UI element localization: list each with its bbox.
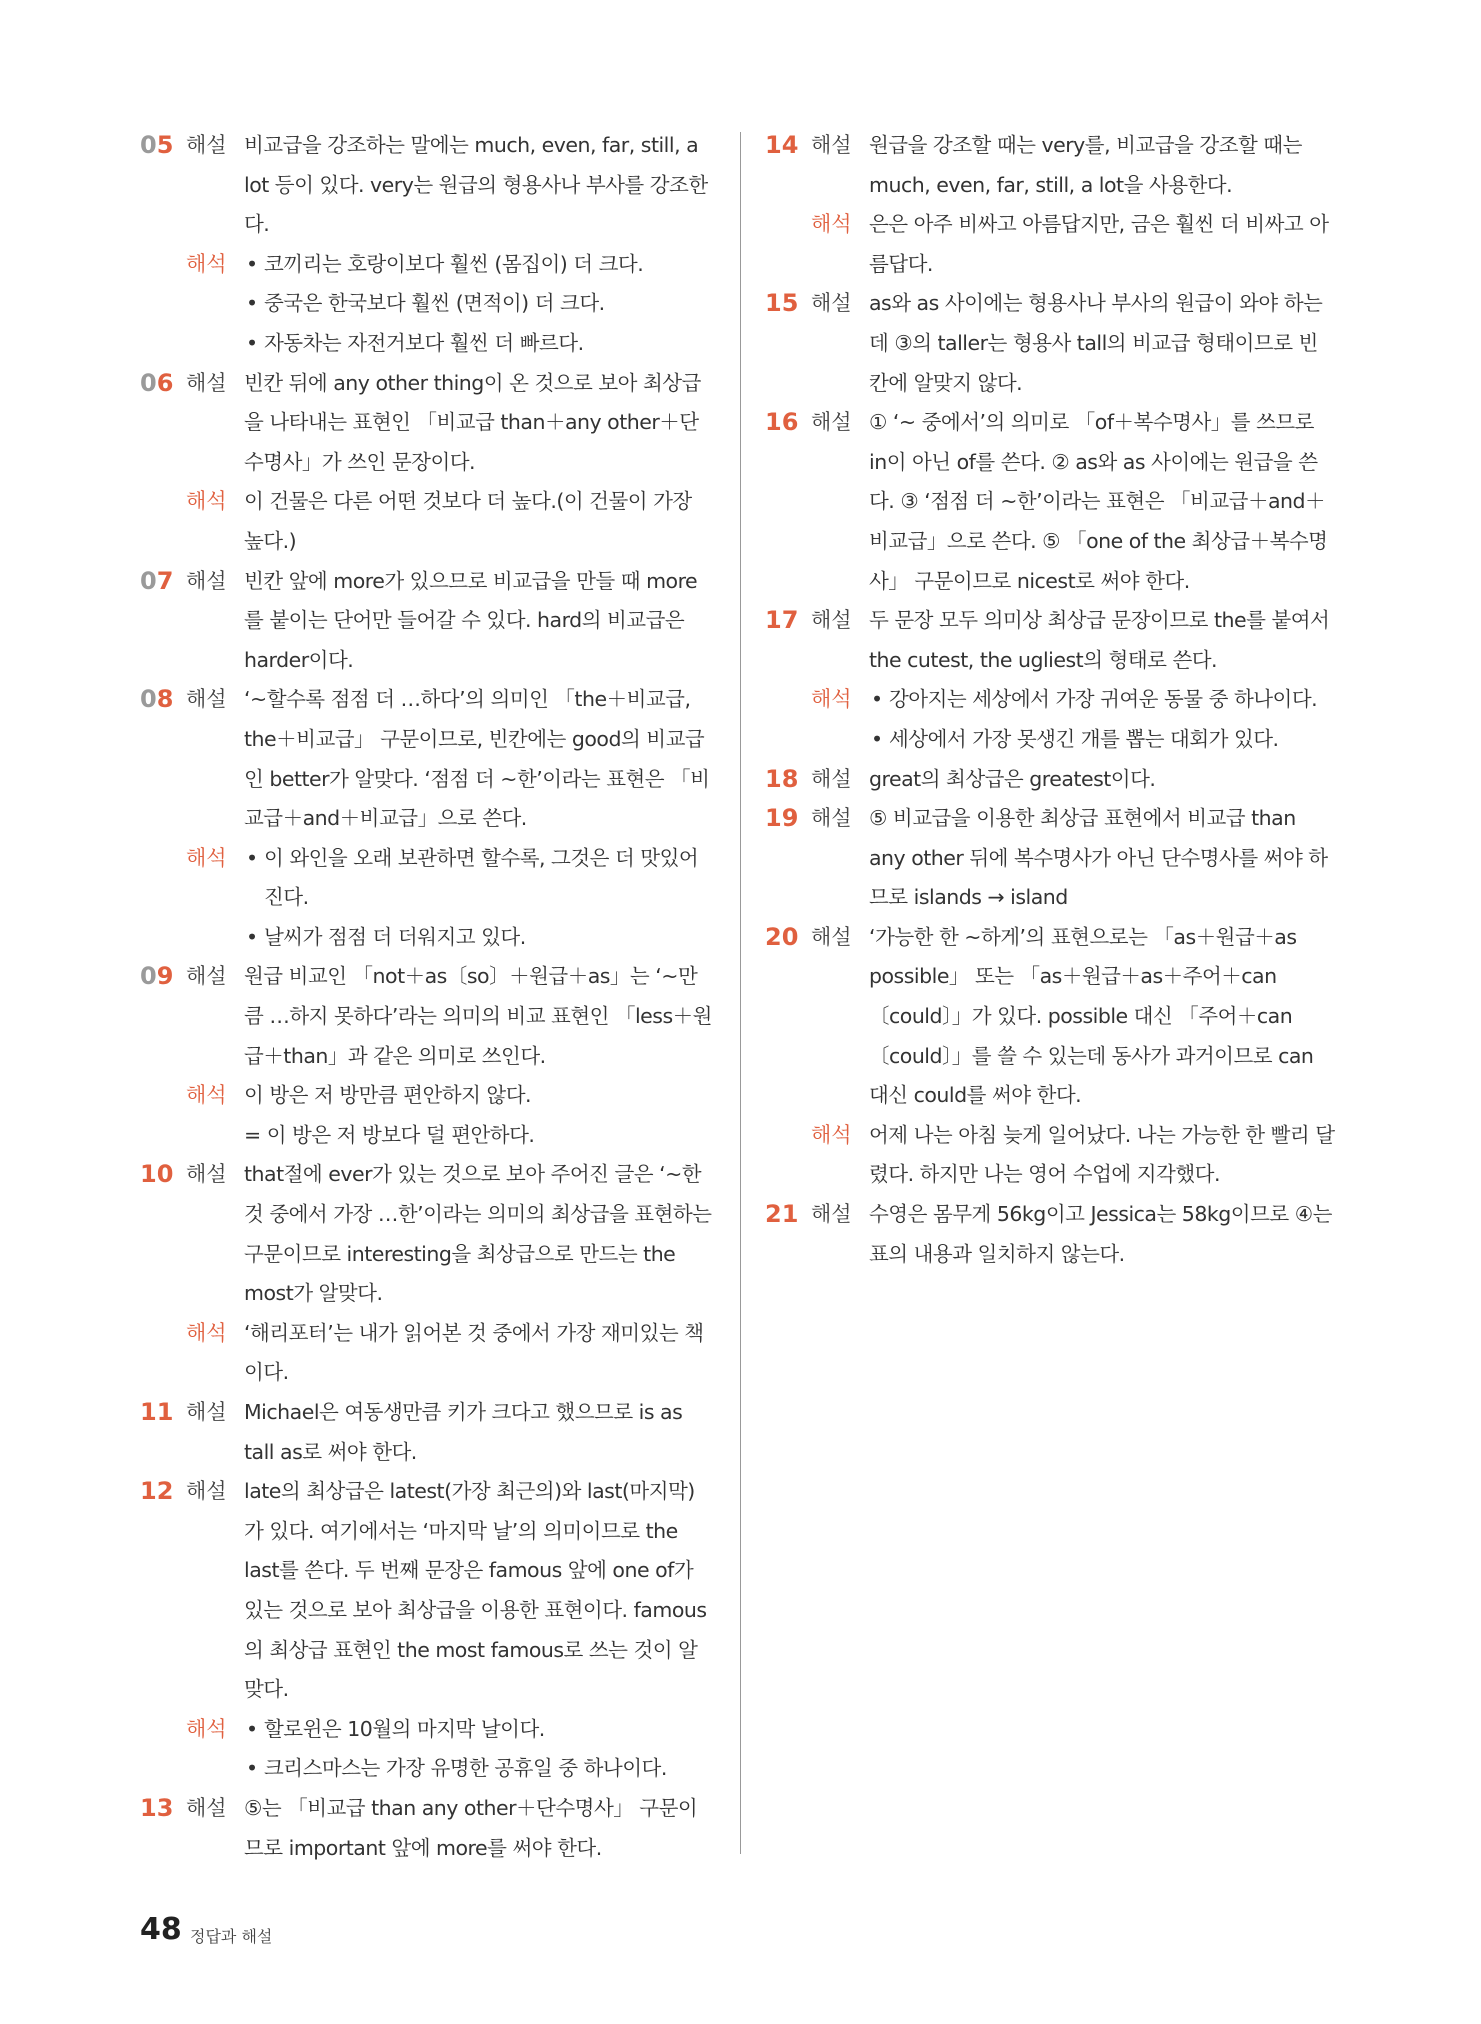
answer-10 xyxy=(140,1155,712,1393)
translation-bullet: • 크리스마스는 가장 유명한 공휴일 중 하나이다. xyxy=(244,1749,712,1789)
column-divider xyxy=(740,132,741,1854)
answer-number: 21 xyxy=(765,1200,799,1229)
answer-number: 15 xyxy=(765,289,799,318)
explanation-text: 원급 비교인 「not＋as〔so〕＋원급＋as」는 ‘~만큼 …하지 못하다’라는 의미의 비교 표현인 「less＋원급＋than」과 같은 의미로 쓰인다. xyxy=(244,964,712,1068)
translate-label: 해석 xyxy=(186,1716,227,1741)
explanation-text: that절에 ever가 있는 것으로 보아 주어진 글은 ‘~한 것 중에서 가장 …한’이라는 의미의 최상급을 표현하는 구문이므로 interesting을 최상급으로 만드는 the most가 알맞다. xyxy=(244,1162,712,1306)
explain-label: 해설 xyxy=(186,133,227,157)
explain-label: 해설 xyxy=(811,806,852,831)
explanation-text: 빈칸 뒤에 any other thing이 온 것으로 보아 최상급을 나타내는 표현인 「비교급 than＋any other＋단수명사」가 쓰인 문장이다. xyxy=(244,370,701,474)
answer-20 xyxy=(765,918,1337,1195)
explanation-text: as와 as 사이에는 형용사나 부사의 원급이 와야 하는데 ③의 taller는 형용사 tall의 비교급 형태이므로 빈칸에 알맞지 않다. xyxy=(869,291,1323,395)
answer-number: 12 xyxy=(140,1477,174,1506)
explain-label: 해설 xyxy=(811,608,852,633)
explain-label: 해설 xyxy=(186,1400,227,1424)
explain-label: 해설 xyxy=(811,410,852,435)
page-number: 48 xyxy=(140,1912,182,1947)
answer-05 xyxy=(140,126,712,364)
translation-text: 어제 나는 아침 늦게 일어났다. 나는 가능한 한 빨리 달렸다. 하지만 나는 영어 수업에 지각했다. xyxy=(869,1122,1335,1187)
explanation-text: ⑤는 「비교급 than any other＋단수명사」 구문이므로 important 앞에 more를 써야 한다. xyxy=(244,1795,698,1860)
answer-number: 20 xyxy=(765,922,799,951)
answer-15 xyxy=(765,284,1337,403)
explain-label: 해설 xyxy=(186,964,227,989)
translate-label: 해석 xyxy=(811,1122,852,1147)
translation-bullet: • 코끼리는 호랑이보다 훨씬 (몸집이) 더 크다. xyxy=(244,245,712,285)
explanation-text: 빈칸 앞에 more가 있으므로 비교급을 만들 때 more를 붙이는 단어만 들어갈 수 있다. hard의 비교급은 harder이다. xyxy=(244,568,698,672)
translate-label: 해석 xyxy=(186,251,227,276)
translation-bullet: • 할로윈은 10월의 마지막 날이다. xyxy=(244,1710,712,1750)
explain-label: 해설 xyxy=(186,370,227,395)
explanation-text: 원급을 강조할 때는 very를, 비교급을 강조할 때는 much, even, far, still, a lot을 사용한다. xyxy=(869,133,1302,197)
answer-number: 14 xyxy=(765,131,799,159)
translate-label: 해석 xyxy=(811,212,852,237)
explanation-text: ‘가능한 한 ~하게’의 표현으로는 「as＋원급＋as possible」 또는 「as＋원급＋as＋주어＋can〔could〕」가 있다. possible 대신 「주어＋can〔could〕」를 쓸 수 있는데 동사가 과거이므로 can 대신 could를 써야 한다. xyxy=(869,924,1314,1108)
answer-number: 11 xyxy=(140,1398,174,1426)
translation-bullet: • 강아지는 세상에서 가장 귀여운 동물 중 하나이다. xyxy=(869,680,1337,720)
translation-bullet: • 날씨가 점점 더 더워지고 있다. xyxy=(244,918,712,958)
explanation-text: great의 최상급은 greatest이다. xyxy=(869,766,1156,791)
explain-label: 해설 xyxy=(811,766,852,791)
explanation-text: ⑤ 비교급을 이용한 최상급 표현에서 비교급 than any other 뒤에 복수명사가 아닌 단수명사를 써야 하므로 islands → island xyxy=(869,806,1328,910)
translation-text: = 이 방은 저 방보다 덜 편안하다. xyxy=(244,1122,535,1147)
explain-label: 해설 xyxy=(186,1479,227,1504)
translate-label: 해석 xyxy=(186,845,227,870)
answer-21 xyxy=(765,1195,1337,1274)
explain-label: 해설 xyxy=(811,133,852,157)
answer-number: 17 xyxy=(765,606,799,635)
explanation-text: late의 최상급은 latest(가장 최근의)와 last(마지막)가 있다. 여기에서는 ‘마지막 날’의 의미이므로 the last를 쓴다. 두 번째 문장은 famous 앞에 one of가 있는 것으로 보아 최상급을 이용한 표현이다. famous의 최상급 표현인 the most famous로 쓰는 것이 알맞다. xyxy=(244,1479,707,1702)
answer-06 xyxy=(140,364,712,562)
answer-number: 13 xyxy=(140,1793,174,1822)
answer-17 xyxy=(765,601,1337,759)
answer-number: 19 xyxy=(765,804,799,833)
answer-19 xyxy=(765,799,1337,918)
explanation-text: ① ‘~ 중에서’의 의미로 「of＋복수명사」를 쓰므로 in이 아닌 of를 쓴다. ② as와 as 사이에는 원급을 쓴다. ③ ‘점점 더 ~한’이라는 표현은 「비교급＋and＋비교급」으로 쓴다. ⑤ 「one of the 최상급＋복수명사」 구문이므로 nicest로 써야 한다. xyxy=(869,410,1328,593)
answer-number: 09 xyxy=(140,962,174,991)
answer-11 xyxy=(140,1393,712,1472)
translation-bullet: • 자동차는 자전거보다 훨씬 더 빠르다. xyxy=(244,324,712,364)
explain-label: 해설 xyxy=(811,291,852,316)
explanation-text: 두 문장 모두 의미상 최상급 문장이므로 the를 붙여서 the cutest, the ugliest의 형태로 쓴다. xyxy=(869,608,1330,672)
answer-18 xyxy=(765,760,1337,800)
answer-07 xyxy=(140,562,712,681)
translate-label: 해석 xyxy=(186,1083,227,1108)
translation-bullet: • 이 와인을 오래 보관하면 할수록, 그것은 더 맛있어 진다. xyxy=(244,839,712,918)
explain-label: 해설 xyxy=(186,568,227,593)
answer-08 xyxy=(140,680,712,957)
right-column xyxy=(765,126,1337,1274)
answer-13 xyxy=(140,1789,712,1868)
answer-number: 08 xyxy=(140,685,174,714)
section-title: 정답과 해설 xyxy=(190,1927,273,1946)
translation-text: ‘해리포터’는 내가 읽어본 것 중에서 가장 재미있는 책이다. xyxy=(244,1320,704,1385)
left-column xyxy=(140,126,712,1868)
answer-09 xyxy=(140,957,712,1155)
translation-bullet: • 세상에서 가장 못생긴 개를 뽑는 대회가 있다. xyxy=(869,720,1337,760)
explain-label: 해설 xyxy=(811,1202,852,1227)
translation-text: 이 건물은 다른 어떤 것보다 더 높다.(이 건물이 가장 높다.) xyxy=(244,489,692,553)
answer-12 xyxy=(140,1472,712,1789)
translation-text: 이 방은 저 방만큼 편안하지 않다. xyxy=(244,1083,532,1108)
explanation-text: Michael은 여동생만큼 키가 크다고 했으므로 is as tall as로 써야 한다. xyxy=(244,1400,683,1464)
answer-number: 10 xyxy=(140,1160,174,1189)
answer-number: 06 xyxy=(140,368,174,397)
answer-number: 18 xyxy=(765,764,799,793)
answer-number: 07 xyxy=(140,566,174,595)
translate-label: 해석 xyxy=(186,489,227,514)
answer-16 xyxy=(765,403,1337,601)
answer-number: 05 xyxy=(140,131,174,159)
explain-label: 해설 xyxy=(186,687,227,712)
answer-number: 16 xyxy=(765,408,799,437)
explanation-text: 비교급을 강조하는 말에는 much, even, far, still, a lot 등이 있다. very는 원급의 형용사나 부사를 강조한다. xyxy=(244,133,708,237)
answer-14 xyxy=(765,126,1337,284)
explanation-text: ‘~할수록 점점 더 …하다’의 의미인 「the＋비교급, the＋비교급」 구문이므로, 빈칸에는 good의 비교급인 better가 알맞다. ‘점점 더 ~한’이라는 표현은 「비교급＋and＋비교급」으로 쓴다. xyxy=(244,687,710,831)
translate-label: 해석 xyxy=(811,687,852,712)
translation-bullet: • 중국은 한국보다 훨씬 (면적이) 더 크다. xyxy=(244,284,712,324)
translation-text: 은은 아주 비싸고 아름답지만, 금은 훨씬 더 비싸고 아름답다. xyxy=(869,212,1329,276)
explain-label: 해설 xyxy=(186,1162,227,1187)
translate-label: 해석 xyxy=(186,1320,227,1345)
explain-label: 해설 xyxy=(811,924,852,949)
explanation-text: 수영은 몸무게 56kg이고 Jessica는 58kg이므로 ④는 표의 내용과 일치하지 않는다. xyxy=(869,1202,1332,1266)
explain-label: 해설 xyxy=(186,1795,227,1820)
